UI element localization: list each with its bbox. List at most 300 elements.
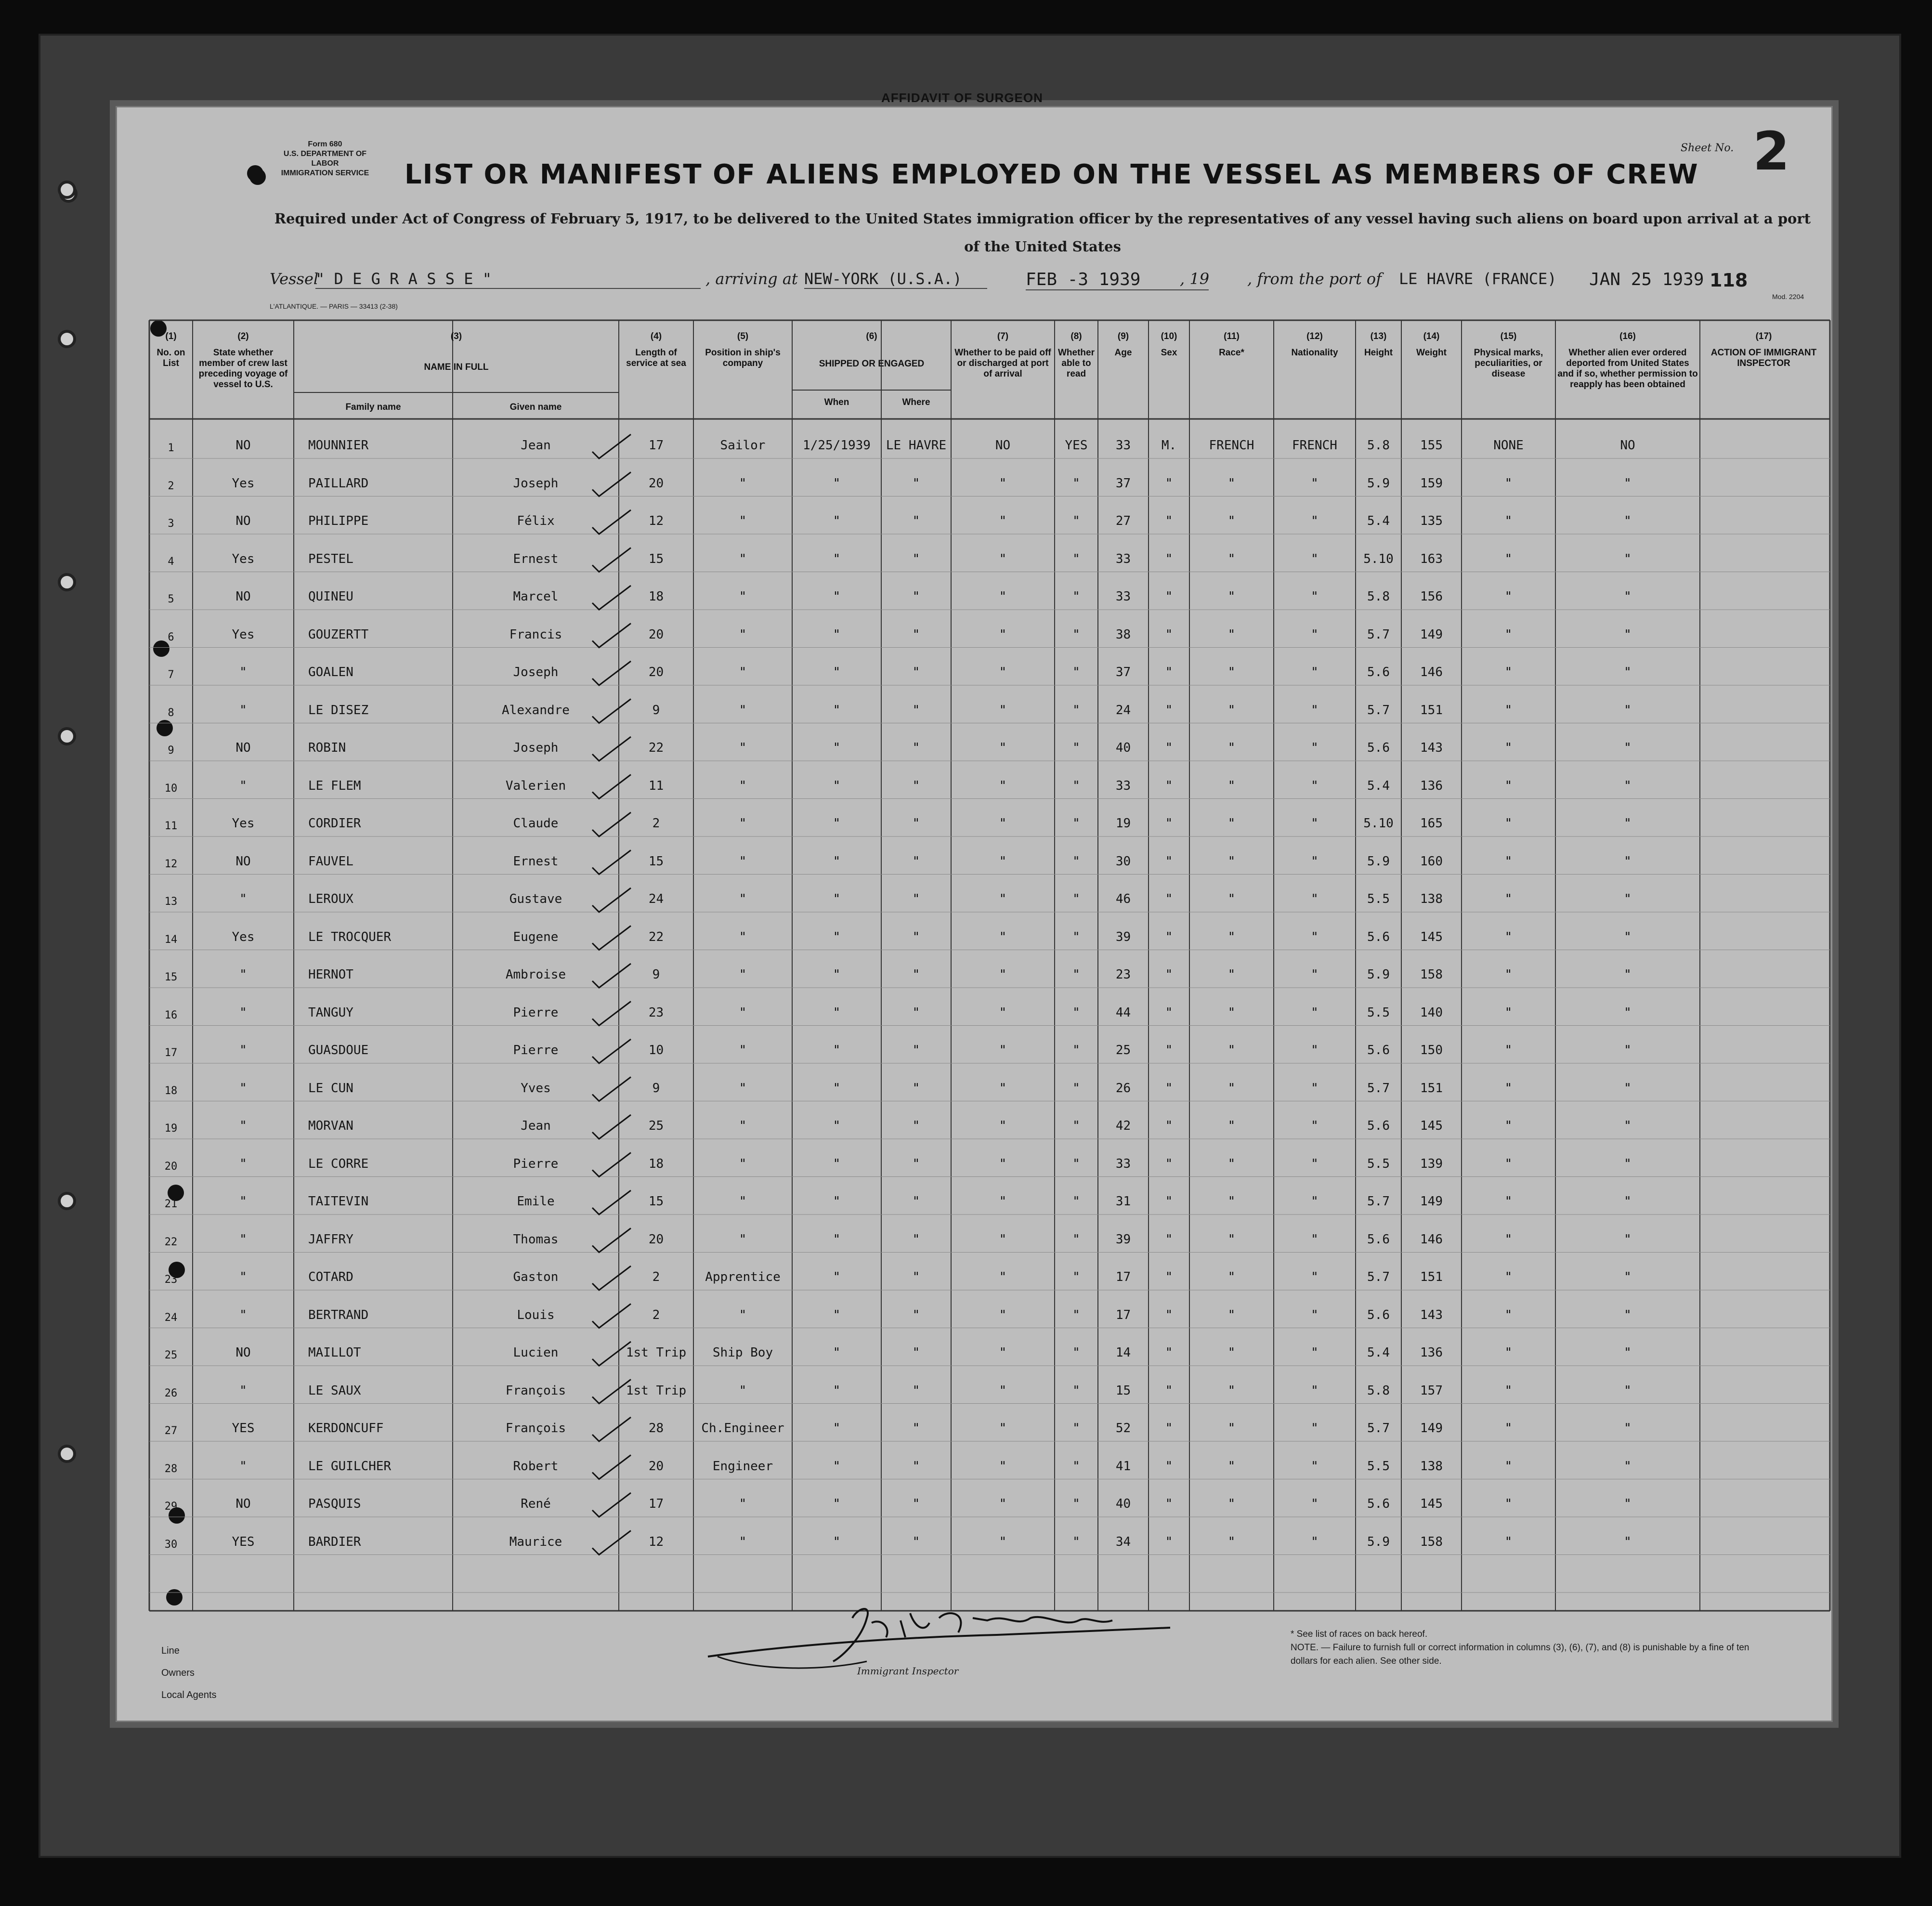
cell-race: " xyxy=(1227,1497,1236,1511)
cell-nat: FRENCH xyxy=(1292,438,1337,453)
cell-paid: " xyxy=(999,1043,1007,1057)
cell-where: " xyxy=(912,627,920,642)
cell-family: PASQUIS xyxy=(308,1497,361,1511)
column-header: State whether member of crew last preceding voyage of vessel to U.S. xyxy=(198,348,288,390)
cell-service: 18 xyxy=(648,1156,664,1171)
cell-prev: " xyxy=(239,1270,247,1284)
cell-when: " xyxy=(833,627,841,642)
cell-where: LE HAVRE xyxy=(886,438,947,453)
cell-when: " xyxy=(833,514,841,528)
cell-age: 31 xyxy=(1115,1194,1131,1209)
cell-service: 17 xyxy=(648,1497,664,1511)
cell-weight: 149 xyxy=(1420,1194,1443,1209)
cell-position: " xyxy=(739,703,747,718)
cell-race: " xyxy=(1227,1043,1236,1057)
cell-given: Claude xyxy=(513,816,559,831)
cell-when: " xyxy=(833,1270,841,1284)
cell-age: 33 xyxy=(1115,551,1131,566)
cell-nat: " xyxy=(1311,1459,1318,1474)
cell-family: FAUVEL xyxy=(308,854,353,869)
cell-weight: 135 xyxy=(1420,514,1443,528)
cell-paid: " xyxy=(999,1270,1007,1284)
cell-position: " xyxy=(739,551,747,566)
cell-prev: " xyxy=(239,1119,247,1133)
row-number: 19 xyxy=(164,1123,178,1135)
column-number: (17) xyxy=(1755,331,1772,341)
cell-marks: " xyxy=(1504,892,1513,906)
cell-position: " xyxy=(739,892,747,906)
row-number: 11 xyxy=(164,820,178,832)
cell-where: " xyxy=(912,1270,920,1284)
cell-sex: " xyxy=(1165,1043,1173,1057)
cell-age: 33 xyxy=(1115,589,1131,604)
cell-read: " xyxy=(1072,1307,1080,1322)
cell-service: 24 xyxy=(648,892,664,906)
cell-given: Valerien xyxy=(505,778,566,793)
cell-age: 17 xyxy=(1115,1270,1131,1284)
cell-weight: 145 xyxy=(1420,929,1443,944)
row-number: 12 xyxy=(164,858,178,870)
row-number: 16 xyxy=(164,1009,178,1021)
cell-when: " xyxy=(833,1345,841,1360)
cell-deported: " xyxy=(1624,967,1632,982)
cell-position: Ship Boy xyxy=(712,1345,773,1360)
cell-prev: " xyxy=(239,1307,247,1322)
inspector-signature xyxy=(698,1599,1276,1676)
cell-read: " xyxy=(1072,1232,1080,1247)
cell-family: GOUZERTT xyxy=(308,627,369,642)
cell-family: LE TROCQUER xyxy=(308,929,392,944)
cell-height: 5.4 xyxy=(1367,514,1390,528)
cell-prev: YES xyxy=(232,1421,255,1436)
row-number: 4 xyxy=(168,555,174,568)
cell-where: " xyxy=(912,1307,920,1322)
cell-read: " xyxy=(1072,1534,1080,1549)
cell-race: " xyxy=(1227,1421,1236,1436)
row-number: 2 xyxy=(168,480,174,492)
cell-paid: " xyxy=(999,476,1007,491)
cell-when: " xyxy=(833,1307,841,1322)
cell-prev: " xyxy=(239,1459,247,1474)
cell-sex: " xyxy=(1165,892,1173,906)
cell-deported: " xyxy=(1624,816,1632,831)
cell-given: Gustave xyxy=(509,892,562,906)
cell-deported: " xyxy=(1624,1270,1632,1284)
cell-age: 37 xyxy=(1115,476,1131,491)
cell-marks: " xyxy=(1504,1270,1513,1284)
cell-paid: " xyxy=(999,892,1007,906)
cell-sex: " xyxy=(1165,816,1173,831)
cell-read: " xyxy=(1072,1459,1080,1474)
column-header: Weight xyxy=(1416,348,1447,358)
cell-where: " xyxy=(912,1156,920,1171)
cell-height: 5.7 xyxy=(1367,1081,1390,1096)
cell-where: " xyxy=(912,703,920,718)
cell-sex: " xyxy=(1165,1497,1173,1511)
column-number: (5) xyxy=(737,331,749,341)
column-header: Length of service at sea xyxy=(626,348,686,368)
cell-family: LE FLEM xyxy=(308,778,361,793)
row-number: 22 xyxy=(164,1236,178,1248)
cell-sex: " xyxy=(1165,514,1173,528)
cell-nat: " xyxy=(1311,1043,1318,1057)
cell-nat: " xyxy=(1311,1534,1318,1549)
cell-race: " xyxy=(1227,1081,1236,1096)
column-header: Race* xyxy=(1219,348,1244,358)
cell-nat: " xyxy=(1311,1270,1318,1284)
row-number: 29 xyxy=(164,1501,178,1513)
cell-weight: 165 xyxy=(1420,816,1443,831)
cell-paid: " xyxy=(999,1081,1007,1096)
cell-when: " xyxy=(833,778,841,793)
cell-sex: " xyxy=(1165,778,1173,793)
column-header: Nationality xyxy=(1291,348,1338,358)
cell-given: Thomas xyxy=(513,1232,559,1247)
column-header: Age xyxy=(1114,348,1132,358)
cell-race: " xyxy=(1227,967,1236,982)
cell-deported: " xyxy=(1624,741,1632,755)
cell-read: " xyxy=(1072,665,1080,679)
cell-nat: " xyxy=(1311,1156,1318,1171)
cell-marks: " xyxy=(1504,854,1513,869)
cell-read: " xyxy=(1072,476,1080,491)
cell-read: " xyxy=(1072,703,1080,718)
cell-given: Yves xyxy=(521,1081,551,1096)
cell-marks: " xyxy=(1504,1307,1513,1322)
cell-age: 33 xyxy=(1115,778,1131,793)
column-number: (4) xyxy=(650,331,662,341)
cell-family: BERTRAND xyxy=(308,1307,369,1322)
cell-read: " xyxy=(1072,1194,1080,1209)
cell-height: 5.4 xyxy=(1367,1345,1390,1360)
cell-weight: 158 xyxy=(1420,1534,1443,1549)
cell-sex: " xyxy=(1165,741,1173,755)
cell-where: " xyxy=(912,1497,920,1511)
cell-sex: " xyxy=(1165,967,1173,982)
cell-family: MORVAN xyxy=(308,1119,353,1133)
cell-weight: 158 xyxy=(1420,967,1443,982)
cell-given: Pierre xyxy=(513,1156,559,1171)
cell-weight: 138 xyxy=(1420,892,1443,906)
cell-prev: Yes xyxy=(232,929,255,944)
cell-position: " xyxy=(739,514,747,528)
cell-given: Francis xyxy=(509,627,562,642)
cell-service: 9 xyxy=(652,1081,660,1096)
cell-position: " xyxy=(739,1194,747,1209)
cell-age: 24 xyxy=(1115,703,1131,718)
cell-prev: " xyxy=(239,1005,247,1020)
cell-prev: " xyxy=(239,1081,247,1096)
footer-labels xyxy=(161,1640,217,1706)
cell-deported: " xyxy=(1624,665,1632,679)
vessel-name: " D E G R A S S E " xyxy=(315,270,701,289)
cell-race: " xyxy=(1227,741,1236,755)
cell-deported: " xyxy=(1624,854,1632,869)
cell-race: FRENCH xyxy=(1209,438,1254,453)
cell-where: " xyxy=(912,1043,920,1057)
cell-age: 40 xyxy=(1115,1497,1131,1511)
cell-nat: " xyxy=(1311,778,1318,793)
cell-paid: " xyxy=(999,967,1007,982)
cell-weight: 149 xyxy=(1420,1421,1443,1436)
cell-race: " xyxy=(1227,854,1236,869)
cell-family: GOALEN xyxy=(308,665,353,679)
cell-marks: NONE xyxy=(1493,438,1524,453)
column-number: (13) xyxy=(1370,331,1387,341)
form-number: Form 680 xyxy=(308,140,342,148)
cell-service: 12 xyxy=(648,514,664,528)
cell-read: " xyxy=(1072,778,1080,793)
column-header: No. on List xyxy=(157,348,185,368)
cell-family: GUASDOUE xyxy=(308,1043,369,1057)
cell-weight: 150 xyxy=(1420,1043,1443,1057)
cell-given: Joseph xyxy=(513,741,559,755)
cell-service: 12 xyxy=(648,1534,664,1549)
column-number: (8) xyxy=(1070,331,1082,341)
cell-position: " xyxy=(739,1043,747,1057)
cell-when: " xyxy=(833,892,841,906)
cell-where: " xyxy=(912,1005,920,1020)
cell-nat: " xyxy=(1311,665,1318,679)
cell-when: " xyxy=(833,1194,841,1209)
column-number: (7) xyxy=(997,331,1009,341)
cell-deported: " xyxy=(1624,1307,1632,1322)
cell-where: " xyxy=(912,1345,920,1360)
cell-position: " xyxy=(739,1119,747,1133)
cell-weight: 163 xyxy=(1420,551,1443,566)
cell-paid: " xyxy=(999,929,1007,944)
cell-nat: " xyxy=(1311,627,1318,642)
cell-family: LE SAUX xyxy=(308,1383,361,1398)
cell-age: 27 xyxy=(1115,514,1131,528)
cell-when: " xyxy=(833,476,841,491)
cell-sex: " xyxy=(1165,1156,1173,1171)
cell-position: " xyxy=(739,665,747,679)
cell-nat: " xyxy=(1311,1119,1318,1133)
cell-height: 5.6 xyxy=(1367,1119,1390,1133)
row-number: 13 xyxy=(164,896,178,908)
cell-service: 9 xyxy=(652,703,660,718)
cell-weight: 145 xyxy=(1420,1497,1443,1511)
cell-nat: " xyxy=(1311,1194,1318,1209)
cell-read: " xyxy=(1072,1383,1080,1398)
cell-marks: " xyxy=(1504,1232,1513,1247)
cell-prev: NO xyxy=(235,514,251,528)
cell-age: 23 xyxy=(1115,967,1131,982)
cell-family: BARDIER xyxy=(308,1534,361,1549)
footer-notes xyxy=(1291,1628,1772,1668)
cell-height: 5.9 xyxy=(1367,476,1390,491)
cell-nat: " xyxy=(1311,1497,1318,1511)
cell-family: LE CUN xyxy=(308,1081,353,1096)
subheader-where: Where xyxy=(902,397,930,407)
cell-sex: " xyxy=(1165,665,1173,679)
cell-service: 22 xyxy=(648,929,664,944)
cell-service: 17 xyxy=(648,438,664,453)
departure-date: JAN 25 1939 xyxy=(1589,270,1704,289)
column-header: Position in ship's company xyxy=(705,348,781,368)
cell-height: 5.10 xyxy=(1363,816,1394,831)
cell-age: 19 xyxy=(1115,816,1131,831)
races-note: * See list of races on back hereof. xyxy=(1291,1629,1428,1639)
cell-height: 5.4 xyxy=(1367,778,1390,793)
cell-where: " xyxy=(912,1232,920,1247)
column-number: (12) xyxy=(1306,331,1323,341)
page-title: LIST OR MANIFEST OF ALIENS EMPLOYED ON THE VESSEL AS MEMBERS OF CREW xyxy=(405,159,1699,190)
cell-race: " xyxy=(1227,1005,1236,1020)
cell-where: " xyxy=(912,1081,920,1096)
cell-prev: NO xyxy=(235,438,251,453)
cell-where: " xyxy=(912,665,920,679)
cell-paid: " xyxy=(999,1005,1007,1020)
cell-paid: " xyxy=(999,1307,1007,1322)
cell-prev: NO xyxy=(235,589,251,604)
row-number: 23 xyxy=(164,1274,178,1286)
cell-race: " xyxy=(1227,589,1236,604)
cell-weight: 151 xyxy=(1420,1270,1443,1284)
cell-family: MOUNNIER xyxy=(308,438,369,453)
cell-prev: " xyxy=(239,1043,247,1057)
cell-paid: " xyxy=(999,1534,1007,1549)
cell-marks: " xyxy=(1504,1534,1513,1549)
cell-family: PESTEL xyxy=(308,551,353,566)
cell-prev: " xyxy=(239,703,247,718)
cell-position: " xyxy=(739,816,747,831)
cell-weight: 155 xyxy=(1420,438,1443,453)
cell-service: 18 xyxy=(648,589,664,604)
cell-given: Maurice xyxy=(509,1534,562,1549)
cell-paid: " xyxy=(999,1156,1007,1171)
agents-label: Local Agents xyxy=(161,1690,217,1700)
cell-where: " xyxy=(912,892,920,906)
cell-when: " xyxy=(833,854,841,869)
cell-marks: " xyxy=(1504,514,1513,528)
cell-given: Joseph xyxy=(513,665,559,679)
row-number: 1 xyxy=(168,442,174,454)
cell-marks: " xyxy=(1504,589,1513,604)
cell-read: " xyxy=(1072,1081,1080,1096)
cell-race: " xyxy=(1227,1383,1236,1398)
cell-sex: " xyxy=(1165,476,1173,491)
cell-weight: 143 xyxy=(1420,1307,1443,1322)
cell-when: " xyxy=(833,1497,841,1511)
column-header: Whether able to read xyxy=(1058,348,1095,379)
cell-where: " xyxy=(912,1119,920,1133)
cell-position: " xyxy=(739,1307,747,1322)
cell-deported: NO xyxy=(1620,438,1635,453)
cell-height: 5.6 xyxy=(1367,1497,1390,1511)
cell-read: " xyxy=(1072,816,1080,831)
cell-service: 15 xyxy=(648,1194,664,1209)
cell-prev: YES xyxy=(232,1534,255,1549)
cell-deported: " xyxy=(1624,1043,1632,1057)
cell-family: LEROUX xyxy=(308,892,353,906)
cell-race: " xyxy=(1227,1232,1236,1247)
cell-weight: 151 xyxy=(1420,1081,1443,1096)
cell-marks: " xyxy=(1504,967,1513,982)
cell-deported: " xyxy=(1624,1156,1632,1171)
cell-weight: 157 xyxy=(1420,1383,1443,1398)
cell-when: " xyxy=(833,1459,841,1474)
cell-position: " xyxy=(739,1081,747,1096)
cell-race: " xyxy=(1227,816,1236,831)
cell-read: " xyxy=(1072,1043,1080,1057)
cell-paid: " xyxy=(999,1459,1007,1474)
cell-deported: " xyxy=(1624,1345,1632,1360)
cell-position: " xyxy=(739,589,747,604)
cell-prev: " xyxy=(239,892,247,906)
cell-marks: " xyxy=(1504,627,1513,642)
column-header: Whether alien ever ordered deported from United States and if so, whether permission to reapply has been obtained xyxy=(1557,348,1698,390)
row-number: 21 xyxy=(164,1198,178,1210)
cell-deported: " xyxy=(1624,929,1632,944)
sheet-label: Sheet No. xyxy=(1681,142,1734,154)
cell-where: " xyxy=(912,816,920,831)
column-number: (2) xyxy=(237,331,249,341)
cell-prev: Yes xyxy=(232,816,255,831)
cell-where: " xyxy=(912,589,920,604)
cell-family: TAITEVIN xyxy=(308,1194,369,1209)
cell-age: 46 xyxy=(1115,892,1131,906)
cell-age: 34 xyxy=(1115,1534,1131,1549)
column-number: (16) xyxy=(1619,331,1636,341)
cell-age: 33 xyxy=(1115,1156,1131,1171)
cell-race: " xyxy=(1227,551,1236,566)
cell-service: 15 xyxy=(648,551,664,566)
cell-nat: " xyxy=(1311,1345,1318,1360)
cell-nat: " xyxy=(1311,892,1318,906)
cell-sex: " xyxy=(1165,1119,1173,1133)
cell-where: " xyxy=(912,1421,920,1436)
cell-height: 5.6 xyxy=(1367,929,1390,944)
cell-weight: 151 xyxy=(1420,703,1443,718)
cell-nat: " xyxy=(1311,1005,1318,1020)
cell-age: 44 xyxy=(1115,1005,1131,1020)
row-number: 14 xyxy=(164,933,178,946)
cell-paid: " xyxy=(999,741,1007,755)
cell-nat: " xyxy=(1311,476,1318,491)
subheader-family: Family name xyxy=(345,402,401,412)
cell-given: Marcel xyxy=(513,589,559,604)
required-statement: Required under Act of Congress of February 5, 1917, to be delivered to the United States immigration officer by the representatives of any vessel having such aliens on board upon arrival at a port of the United States xyxy=(274,210,1811,255)
cell-where: " xyxy=(912,1194,920,1209)
cell-position: " xyxy=(739,854,747,869)
cell-weight: 136 xyxy=(1420,1345,1443,1360)
cell-age: 25 xyxy=(1115,1043,1131,1057)
cell-race: " xyxy=(1227,1534,1236,1549)
cell-height: 5.6 xyxy=(1367,1043,1390,1057)
cell-height: 5.9 xyxy=(1367,854,1390,869)
cell-race: " xyxy=(1227,627,1236,642)
cell-weight: 140 xyxy=(1420,1005,1443,1020)
row-number: 18 xyxy=(164,1084,178,1097)
owners-label: Owners xyxy=(161,1668,195,1678)
cell-given: René xyxy=(521,1497,551,1511)
column-header: Whether to be paid off or discharged at port of arrival xyxy=(954,348,1051,379)
cell-race: " xyxy=(1227,476,1236,491)
cell-height: 5.5 xyxy=(1367,892,1390,906)
cell-service: 10 xyxy=(648,1043,664,1057)
column-header: NAME IN FULL xyxy=(424,362,489,372)
row-number: 17 xyxy=(164,1047,178,1059)
row-number: 5 xyxy=(168,593,174,605)
cell-family: MAILLOT xyxy=(308,1345,361,1360)
cell-age: 33 xyxy=(1115,438,1131,453)
cell-where: " xyxy=(912,778,920,793)
cell-paid: " xyxy=(999,816,1007,831)
cell-race: " xyxy=(1227,1307,1236,1322)
cell-read: " xyxy=(1072,1005,1080,1020)
